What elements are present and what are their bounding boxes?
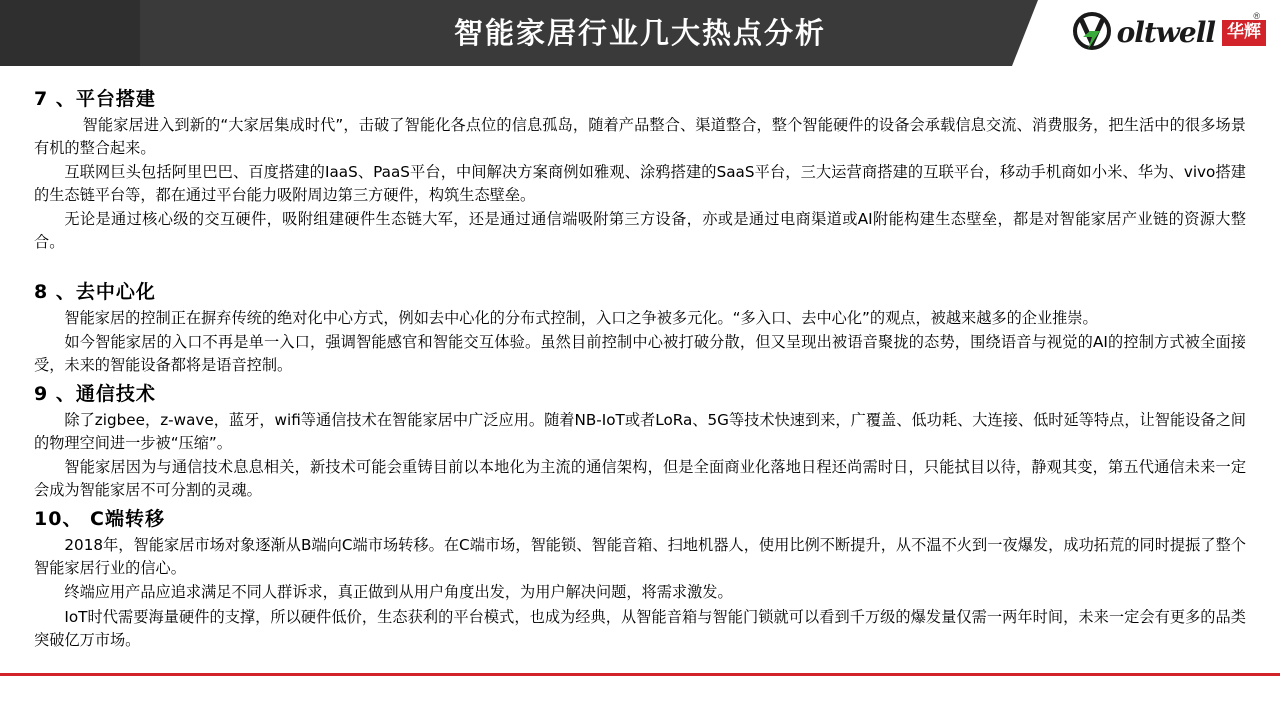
paragraph: 无论是通过核心级的交互硬件，吸附组建硬件生态链大军，还是通过通信端吸附第三方设备，亦或是通过电商渠道或AI附能构建生态壁垒，都是对智能家居产业链的资源大整合。 (34, 210, 1246, 252)
section-heading-platform: 7 、平台搭建 (34, 88, 156, 110)
paragraph: 终端应用产品应追求满足不同人群诉求，真正做到从用户角度出发，为用户解决问题，将需求激发。 (64, 583, 733, 602)
paragraph: 智能家居因为与通信技术息息相关，新技术可能会重铸目前以本地化为主流的通信架构，但是全面商业化落地日程还尚需时日，只能拭目以待，静观其变，第五代通信未来一定会成为智能家居不可分割的灵魂。 (34, 458, 1246, 500)
paragraph: 除了zigbee，z-wave，蓝牙，wifi等通信技术在智能家居中广泛应用。随着NB-IoT或者LoRa、5G等技术快速到来，广覆盖、低功耗、大连接、低时延等特点，让智能设备之间的物理空间进一步被“压缩”。 (34, 410, 1246, 452)
logo-chinese-badge: 华辉 (1222, 20, 1266, 46)
section-heading-decentralization: 8 、去中心化 (34, 280, 156, 303)
paragraph: IoT时代需要海量硬件的支撑，所以硬件低价，生态获利的平台模式，也成为经典，从智能音箱与智能门锁就可以看到千万级的爆发量仅需一两年时间，未来一定会有更多的品类突破亿万市场。 (34, 607, 1246, 649)
logo-wordmark: oltwell (1116, 16, 1215, 49)
paragraph: 如今智能家居的入口不再是单一入口，强调智能感官和智能交互体验。虽然目前控制中心被打破分散，但又呈现出被语音聚拢的态势，围绕语音与视觉的AI的控制方式被全面接受，未来的智能设备都将是语音控制。 (34, 332, 1246, 374)
paragraph: 互联网巨头包括阿里巴巴、百度搭建的IaaS、PaaS平台，中间解决方案商例如雅观、涂鸦搭建的SaaS平台，三大运营商搭建的互联平台，移动手机商如小米、华为、vivo搭建的生态链平台等，都在通过平台能力吸附周边第三方硬件，构筑生态壁垒。 (34, 163, 1246, 205)
paragraph: 智能家居的控制正在摒弃传统的绝对化中心方式，例如去中心化的分布式控制，入口之争被多元化。“多入口、去中心化”的观点，被越来越多的企业推崇。 (64, 308, 1098, 327)
voltwell-v-logo-icon (1070, 11, 1114, 55)
brand-logo (1070, 8, 1266, 58)
slide-header (0, 0, 1280, 66)
footer-accent-bar (0, 673, 1280, 720)
paragraph: 2018年，智能家居市场对象逐渐从B端向C端市场转移。在C端市场，智能锁、智能音箱、扫地机器人，使用比例不断提升，从不温不火到一夜爆发，成功拓荒的同时提振了整个智能家居行业的信心。 (34, 536, 1246, 578)
slide-content (0, 66, 1280, 676)
registered-mark-icon: ® (1253, 11, 1260, 21)
section-heading-communication: 9 、通信技术 (34, 382, 156, 405)
page-title: 智能家居行业几大热点分析 (453, 16, 826, 50)
section-heading-c-end-shift: 10、 C端转移 (34, 508, 165, 531)
paragraph: 智能家居进入到新的“大家居集成时代”，击破了智能化各点位的信息孤岛，随着产品整合、渠道整合，整个智能硬件的设备会承载信息交流、消费服务，把生活中的很多场景有机的整合起来。 (34, 116, 1246, 158)
